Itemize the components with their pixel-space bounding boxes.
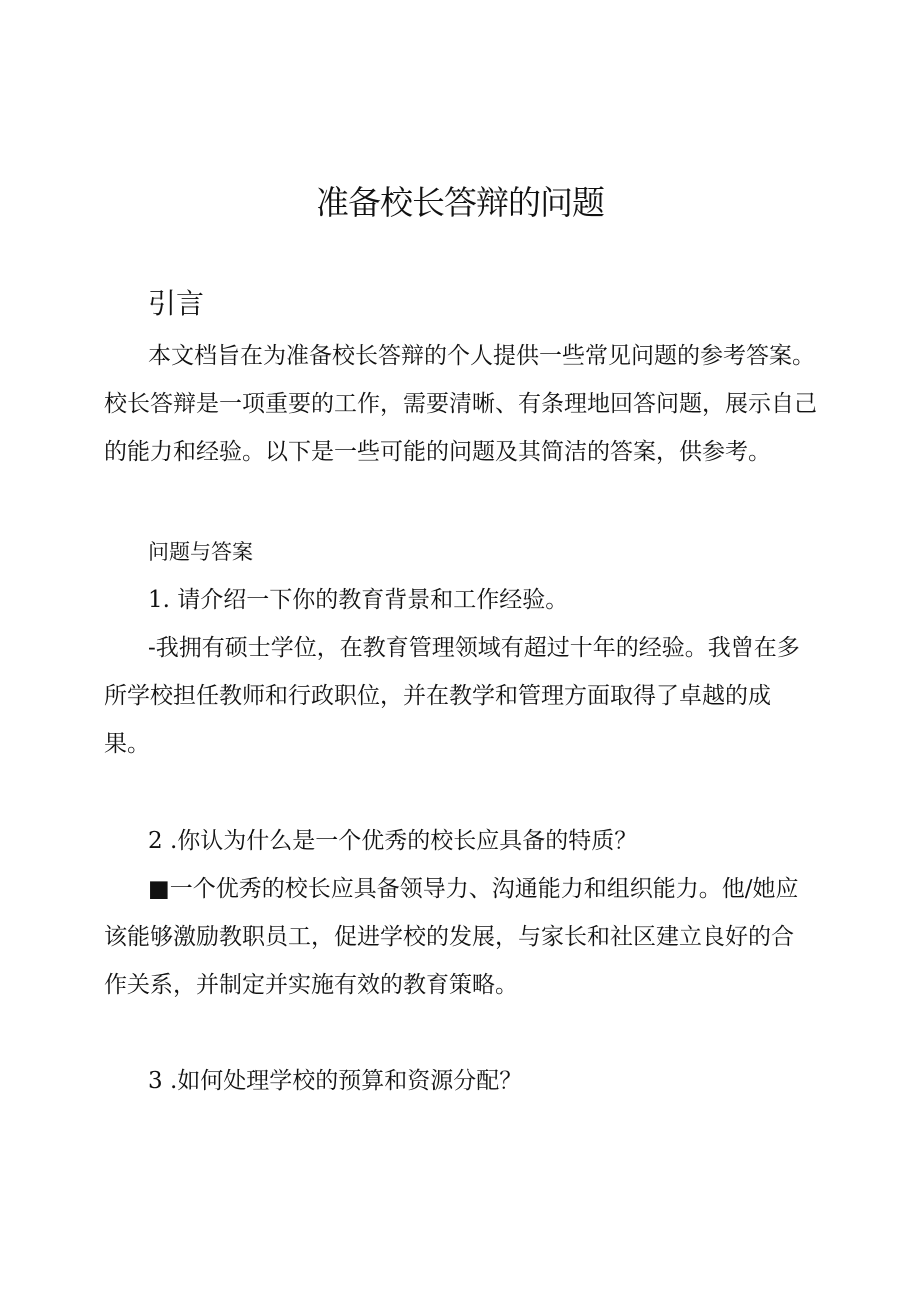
intro-line: 本文档旨在为准备校长答辩的个人提供一些常见问题的参考答案。 xyxy=(148,343,815,369)
intro-heading: 引言 xyxy=(148,287,205,320)
document-title: 准备校长答辩的问题 xyxy=(316,183,604,222)
answer-2-line: ■一个优秀的校长应具备领导力、沟通能力和组织能力。他/她应 xyxy=(148,876,799,902)
qa-heading: 问题与答案 xyxy=(148,540,253,564)
intro-line: 的能力和经验。以下是一些可能的问题及其简洁的答案，供参考。 xyxy=(104,439,771,465)
answer-1-line: 果。 xyxy=(104,731,150,757)
question-3: 3 .如何处理学校的预算和资源分配？ xyxy=(148,1068,523,1094)
answer-1-line: -我拥有硕士学位，在教育管理领域有超过十年的经验。我曾在多 xyxy=(148,635,800,661)
answer-2-line: 该能够激励教职员工，促进学校的发展，与家长和社区建立良好的合 xyxy=(104,924,794,950)
question-2: 2 .你认为什么是一个优秀的校长应具备的特质？ xyxy=(148,828,638,854)
answer-2-line: 作关系，并制定并实施有效的教育策略。 xyxy=(104,972,518,998)
question-1: 1. 请介绍一下你的教育背景和工作经验。 xyxy=(148,587,569,613)
answer-1-line: 所学校担任教师和行政职位，并在教学和管理方面取得了卓越的成 xyxy=(104,683,771,709)
intro-line: 校长答辩是一项重要的工作，需要清晰、有条理地回答问题，展示自己 xyxy=(104,391,817,417)
